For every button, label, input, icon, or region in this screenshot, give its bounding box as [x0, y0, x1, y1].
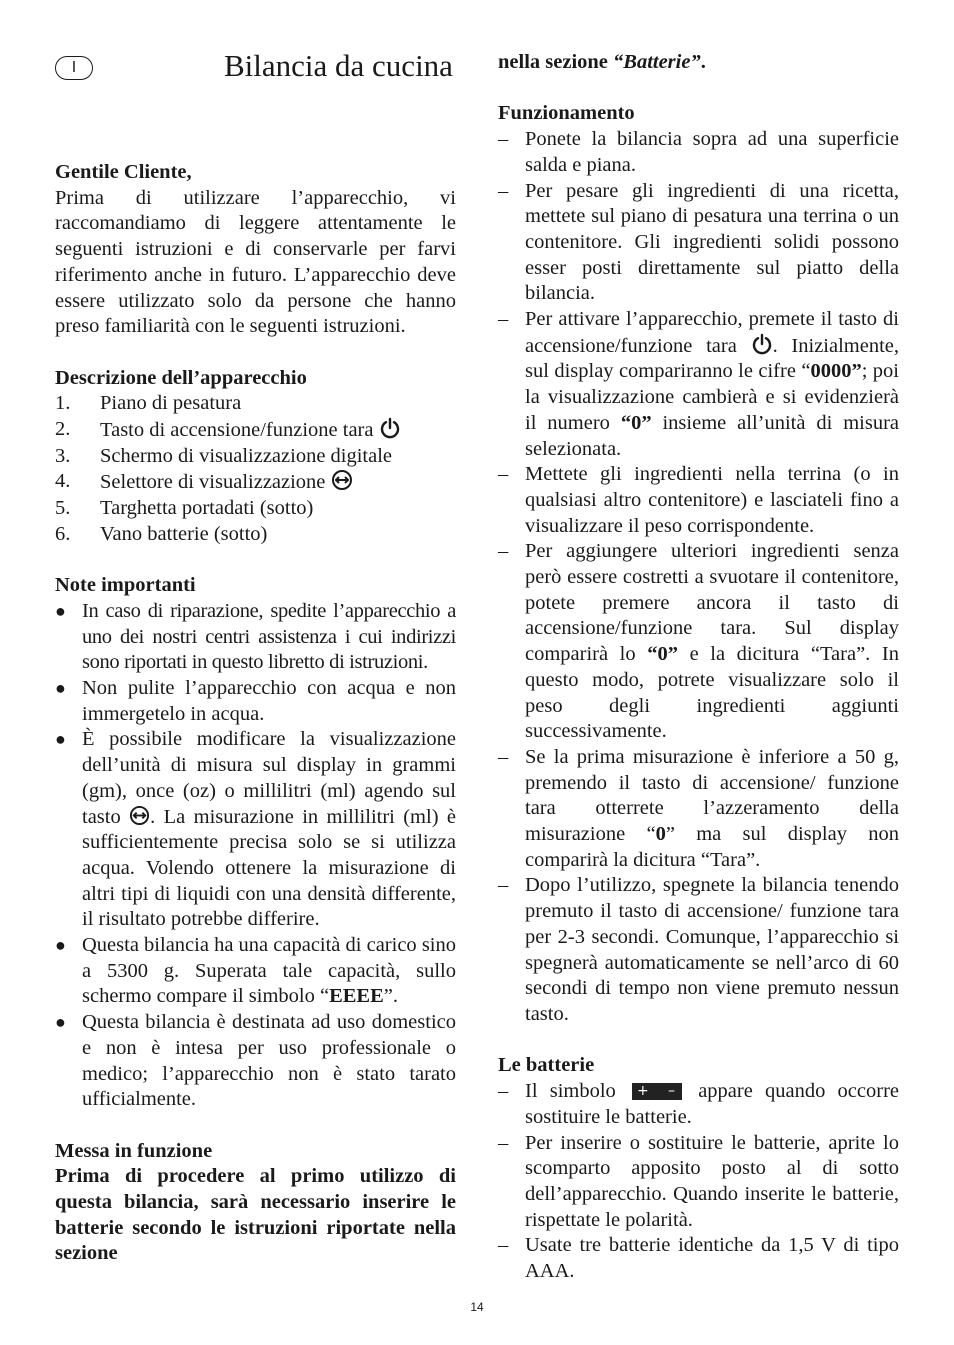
unit-selector-icon — [331, 469, 353, 491]
list-item: – Se la prima misurazione è inferiore a 50 g, premendo il tasto di accensione/ funzione tara otterrete l’azzeramento della misurazione “0” ma sul display non comparirà la dicitura “Tara”. — [498, 745, 899, 871]
bullet-icon: ● — [55, 935, 66, 956]
list-item: 6. Vano batterie (sotto) — [55, 522, 268, 545]
list-item: – Mettete gli ingredienti nella terrina (o in qualsiasi altro contenitore) e lasciateli fino a visualizzare il peso corrispondente. — [498, 463, 899, 537]
list-item: – Ponete la bilancia sopra ad una superficie salda e piana. — [498, 128, 899, 176]
list-item: ● È possibile modificare la visualizzazione dell’unità di misura sul display in grammi (gm), once (oz) o millilitri (ml) agendo sul tasto . La misurazione in millilitri (ml) è sufficientemente precisa solo se si utilizza acqua. Volendo ottenere la misurazione di altri tipi di liquidi con una densità differente, il risultato potrebbe differire. — [55, 727, 456, 933]
unit-selector-icon — [129, 805, 150, 826]
low-battery-icon: + – — [632, 1083, 682, 1100]
power-icon — [379, 417, 401, 439]
notes-heading: Note importanti — [55, 574, 196, 597]
list-item: – Per inserire o sostituire le batterie, aprite lo scomparto apposito posto al di sotto dell’apparecchio. Quando inserite le batterie, rispettate le polarità. — [498, 1131, 899, 1231]
list-item: 4. Selettore di visualizzazione — [55, 469, 456, 496]
language-badge: I — [55, 56, 93, 80]
page-number: 14 — [470, 1300, 484, 1314]
left-column — [55, 160, 456, 1267]
page-title: Bilancia da cucina — [224, 48, 453, 83]
operation-heading: Funzionamento — [498, 102, 635, 125]
setup-heading: Messa in funzione — [55, 1139, 213, 1162]
greeting: Gentile Cliente, — [55, 161, 192, 183]
bullet-icon: ● — [55, 600, 66, 621]
list-item: – Dopo l’utilizzo, spegnete la bilancia tenendo premuto il tasto di accensione/ funzione tara per 2-3 secondi. Comunque, l’apparecchio si spegnerà automaticamente se nell’arco di 60 secondi di tempo non viene premuto nessun tasto. — [498, 874, 899, 1025]
bullet-icon: ● — [55, 1012, 66, 1033]
setup-text: Prima di procedere al primo utilizzo di questa bilancia, sarà necessario inserire le batterie secondo le istruzioni riportate nella sezione — [55, 1165, 456, 1265]
list-item: – Per pesare gli ingredienti di una ricetta, mettete sul piano di pesatura una terrina o un contenitore. Gli ingredienti solidi possono esser posti direttamente sul piatto della bilancia. — [498, 179, 899, 305]
list-item: – Il simbolo + – appare quando occorre sostituire le batterie. — [498, 1080, 899, 1128]
list-item: 5. Targhetta portadati (sotto) — [55, 497, 314, 520]
bullet-icon: ● — [55, 678, 66, 699]
list-item: ● Non pulite l’apparecchio con acqua e non immergetelo in acqua. — [55, 676, 456, 727]
list-item: 1. Piano di pesatura — [55, 392, 242, 415]
list-item: ● Questa bilancia ha una capacità di carico sino a 5300 g. Superata tale capacità, sullo schermo compare il simbolo “EEEE”. — [55, 933, 456, 1010]
bullet-icon: ● — [55, 729, 66, 750]
list-item: 2. Tasto di accensione/funzione tara — [55, 417, 456, 444]
list-item: – Usate tre batterie identiche da 1,5 V di tipo AAA. — [498, 1234, 899, 1283]
power-icon — [751, 333, 773, 355]
list-item: – Per attivare l’apparecchio, premete il tasto di accensione/funzione tara . Inizialmente, sul display compariranno le cifre “0000”; poi la visualizzazione cambierà e si evidenzierà il numero “0” insieme all’unità di misura selezionata. — [498, 308, 900, 460]
list-item: 3. Schermo di visualizzazione digitale — [55, 444, 393, 467]
list-item: ● Questa bilancia è destinata ad uso domestico e non è intesa per uso professionale o medico; l’apparecchio non è stato tarato ufficialmente. — [55, 1010, 456, 1113]
list-item: ● In caso di riparazione, spedite l’apparecchio a uno dei nostri centri assistenza i cui indirizzi sono riportati in questo libretto di istruzioni. — [55, 599, 456, 676]
setup-text-continued: nella sezione “Batterie”. — [498, 51, 706, 73]
batteries-heading: Le batterie — [498, 1054, 595, 1077]
intro-text: Prima di utilizzare l’apparecchio, vi raccomandiamo di leggere attentamente le seguenti istruzioni e di conservarle per farvi riferimento anche in futuro. L’apparecchio deve essere utilizzato solo da persone che hanno preso familiarità con le seguenti istruzioni. — [55, 186, 456, 338]
list-item: – Per aggiungere ulteriori ingredienti senza però essere costretti a svuotare il contenitore, potete premere ancora il tasto di accensione/funzione tara. Sul display comparirà lo “0” e la dicitura “Tara”. In questo modo, potrete visualizzare solo il peso degli ingredienti aggiunti successivamente. — [498, 540, 899, 743]
right-column — [498, 50, 899, 1285]
description-heading: Descrizione dell’apparecchio — [55, 366, 307, 389]
